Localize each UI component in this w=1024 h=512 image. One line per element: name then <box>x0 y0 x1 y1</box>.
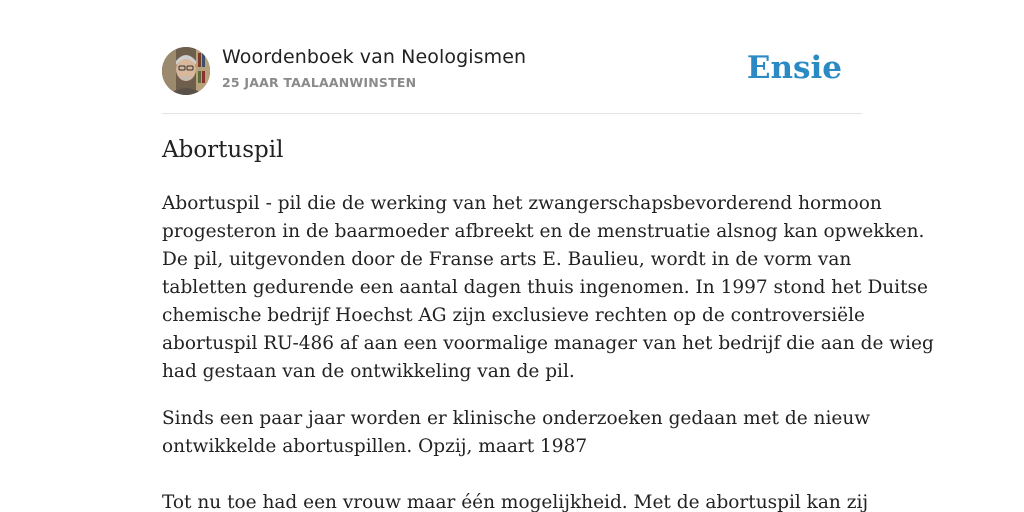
text-line: Sinds een paar jaar worden er klinische onderzoeken gedaan met de nieuw <box>162 408 871 429</box>
avatar-portrait-image <box>162 47 210 95</box>
text-line: De pil, uitgevonden door de Franse arts E. Baulieu, wordt in de vorm van <box>162 249 852 270</box>
brand-logo-link[interactable]: Ensie <box>746 50 842 86</box>
text-line: chemische bedrijf Hoechst AG zijn exclusieve rechten op de controversiële <box>162 305 865 326</box>
entry-title: Abortuspil <box>162 137 284 163</box>
entry-paragraph <box>162 190 934 386</box>
entry-paragraph <box>162 489 872 512</box>
entry-paragraph <box>162 405 872 461</box>
text-line: progesteron in de baarmoeder afbreekt en de menstruatie alsnog kan opwekken. <box>162 221 925 242</box>
text-line: had gestaan van de ontwikkeling van de pil. <box>162 361 575 382</box>
text-line: Abortuspil - pil die de werking van het zwangerschapsbevorderend hormoon <box>162 193 882 214</box>
text-line: Tot nu toe had een vrouw maar één mogelijkheid. Met de abortuspil kan zij <box>162 492 869 512</box>
site-subtitle: 25 JAAR TAALAANWINSTEN <box>222 75 417 90</box>
header-divider <box>162 113 862 114</box>
text-line: ontwikkelde abortuspillen. Opzij, maart 1987 <box>162 436 588 457</box>
site-header <box>162 46 862 96</box>
text-line: abortuspil RU-486 af aan een voormalige manager van het bedrijf die aan de wieg <box>162 333 934 354</box>
text-line: tabletten gedurende een aantal dagen thuis ingenomen. In 1997 stond het Duitse <box>162 277 928 298</box>
site-title[interactable]: Woordenboek van Neologismen <box>222 46 527 68</box>
author-avatar[interactable] <box>162 47 210 95</box>
